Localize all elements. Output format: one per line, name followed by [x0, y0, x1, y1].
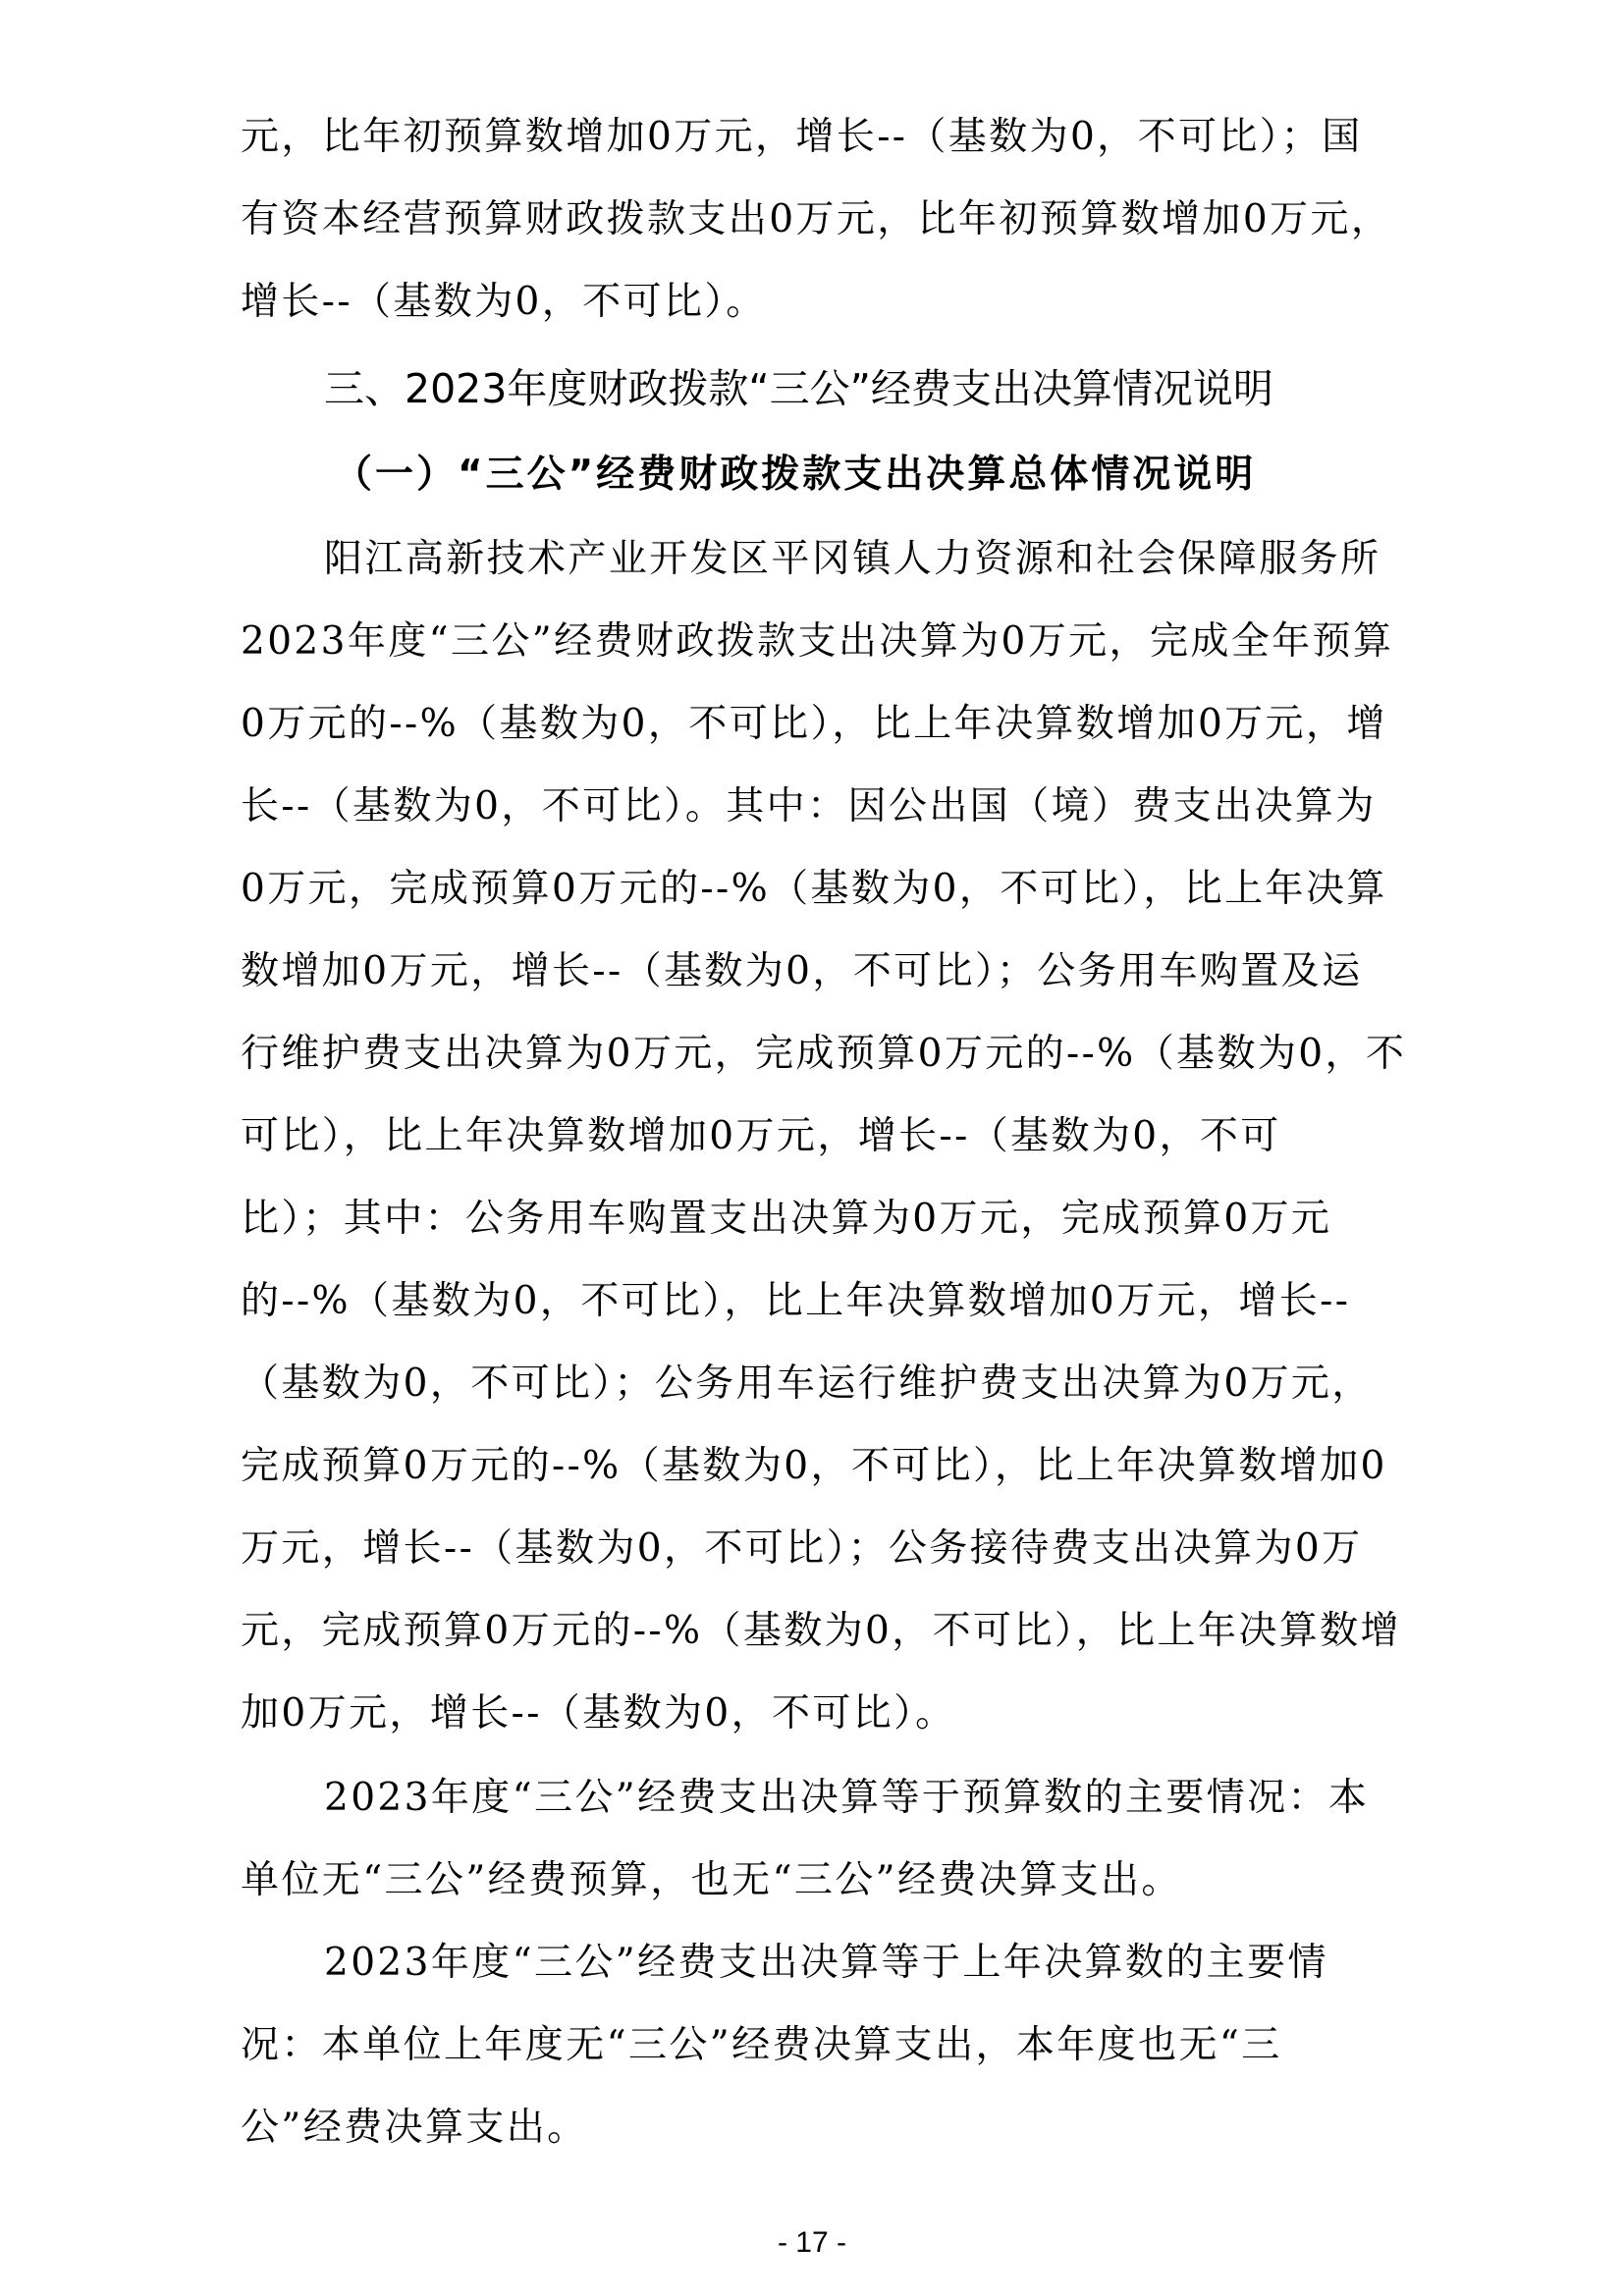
paragraph-line: 0万元的--%（基数为0，不可比），比上年决算数增加0万元，增	[241, 702, 1387, 746]
paragraph-line: 完成预算0万元的--%（基数为0，不可比），比上年决算数增加0	[241, 1444, 1387, 1488]
subsection-heading: （一）“三公”经费财政拨款支出决算总体情况说明	[334, 453, 1257, 497]
paragraph-line: 有资本经营预算财政拨款支出0万元，比年初预算数增加0万元，	[241, 197, 1392, 241]
paragraph-line: 长--（基数为0，不可比）。其中：因公出国（境）费支出决算为	[241, 784, 1377, 828]
paragraph-line: 可比），比上年决算数增加0万元，增长--（基数为0，不可	[241, 1114, 1281, 1158]
paragraph-line: 况：本单位上年度无“三公”经费决算支出，本年度也无“三	[241, 2023, 1282, 2067]
paragraph-line: 数增加0万元，增长--（基数为0，不可比）；公务用车购置及运	[241, 949, 1363, 993]
paragraph-line: 增长--（基数为0，不可比）。	[241, 280, 767, 324]
paragraph-line: 阳江高新技术产业开发区平冈镇人力资源和社会保障服务所	[324, 537, 1381, 581]
paragraph-line: 2023年度“三公”经费财政拨款支出决算为0万元，完成全年预算	[241, 619, 1394, 664]
section-heading: 三、2023年度财政拨款“三公”经费支出决算情况说明	[324, 365, 1273, 412]
paragraph-line: 的--%（基数为0，不可比），比上年决算数增加0万元，增长--	[241, 1279, 1351, 1323]
paragraph-line: 元，完成预算0万元的--%（基数为0，不可比），比上年决算数增	[241, 1609, 1401, 1653]
paragraph-line: 比）；其中：公务用车购置支出决算为0万元，完成预算0万元	[241, 1197, 1332, 1241]
paragraph-line: （基数为0，不可比）；公务用车运行维护费支出决算为0万元，	[241, 1362, 1373, 1406]
paragraph-line: 单位无“三公”经费预算，也无“三公”经费决算支出。	[241, 1858, 1182, 1902]
paragraph-line: 2023年度“三公”经费支出决算等于预算数的主要情况：本	[324, 1776, 1370, 1820]
paragraph-line: 行维护费支出决算为0万元，完成预算0万元的--%（基数为0，不	[241, 1032, 1407, 1076]
paragraph-line: 2023年度“三公”经费支出决算等于上年决算数的主要情	[324, 1941, 1328, 1985]
paragraph-line: 万元，增长--（基数为0，不可比）；公务接待费支出决算为0万	[241, 1526, 1363, 1571]
paragraph-line: 0万元，完成预算0万元的--%（基数为0，不可比），比上年决算	[241, 867, 1387, 911]
page-number: - 17 -	[777, 2226, 847, 2259]
paragraph-line: 元，比年初预算数增加0万元，增长--（基数为0，不可比）；国	[241, 115, 1363, 159]
paragraph-line: 加0万元，增长--（基数为0，不可比）。	[241, 1691, 956, 1735]
paragraph-line: 公”经费决算支出。	[241, 2106, 588, 2150]
